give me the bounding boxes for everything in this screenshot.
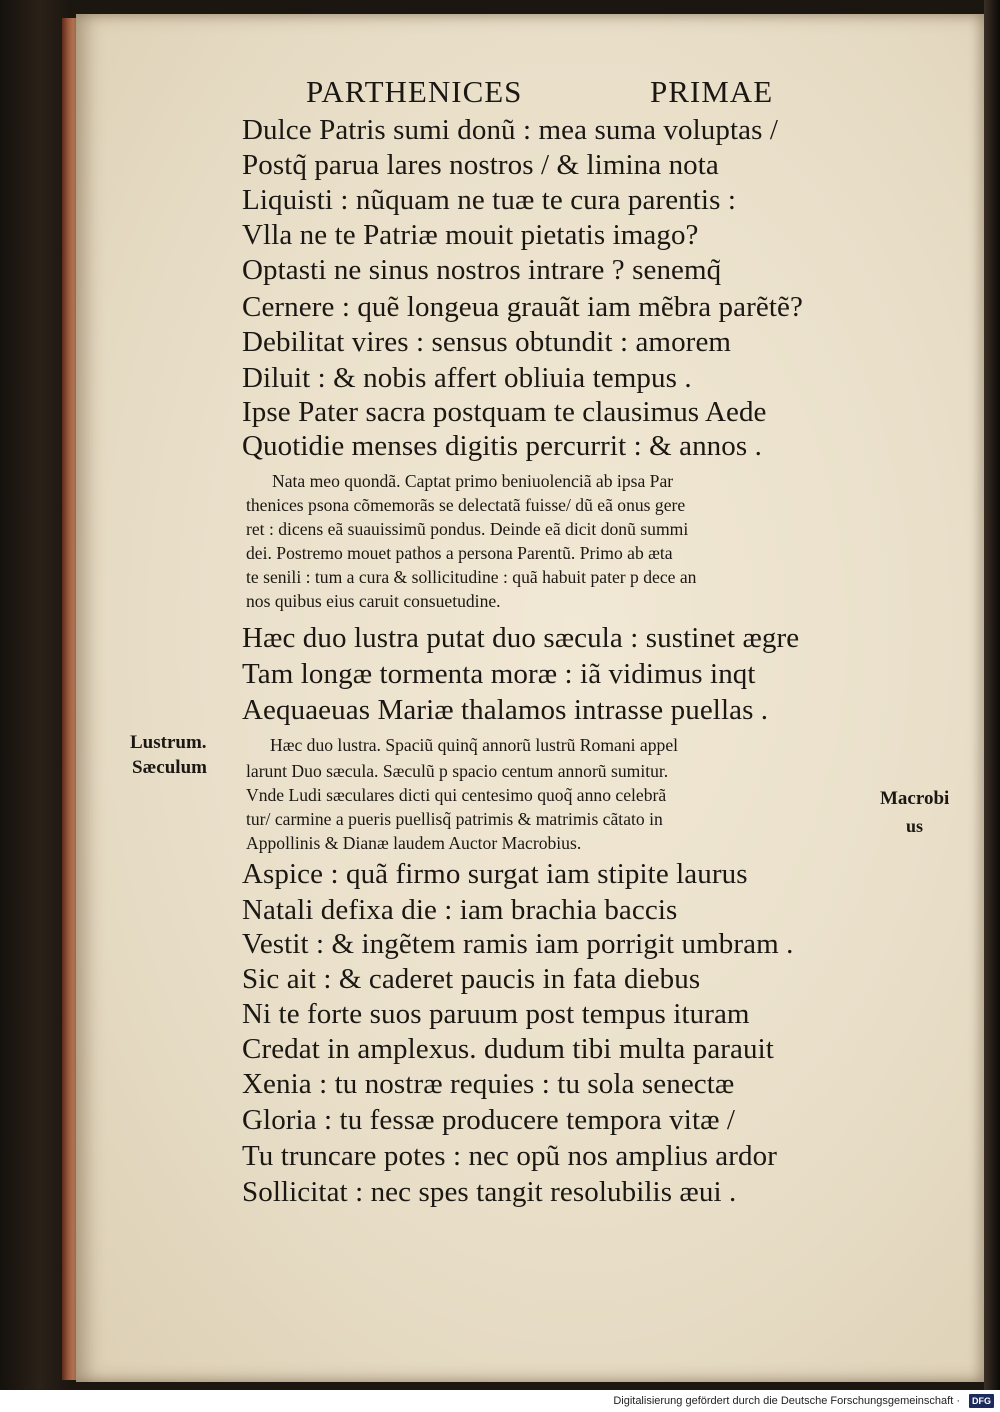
running-head-right: PRIMAE [650, 74, 774, 109]
verse-line: Cernere : quẽ longeua grauãt iam mẽbra parẽtẽ? [242, 291, 803, 323]
verse-line: Tu truncare potes : nec opũ nos amplius ardor [242, 1140, 777, 1172]
verse-line: Aequaeuas Mariæ thalamos intrasse puellas . [242, 694, 769, 726]
commentary-line: thenices psona cõmemorãs se delectatã fuisse/ dũ eã onus gere [246, 495, 686, 515]
verse-line: Dulce Patris sumi donũ : mea suma voluptas / [242, 114, 779, 146]
verse-line: Liquisti : nũquam ne tuæ te cura parentis : [242, 184, 736, 216]
commentary-line: Appollinis & Dianæ laudem Auctor Macrobius. [246, 833, 582, 853]
dfg-logo-icon: DFG [969, 1394, 994, 1408]
verse-line: Vestit : & ingẽtem ramis iam porrigit umbram . [242, 928, 794, 960]
commentary-line: te senili : tum a cura & sollicitudine : quã habuit pater p dece an [246, 567, 697, 587]
verse-line: Ipse Pater sacra postquam te clausimus Aede [242, 396, 767, 428]
margin-note-macrobius-cont: us [906, 816, 924, 836]
commentary-line: Vnde Ludi sæculares dicti qui centesimo quoq̃ anno celebrã [246, 785, 667, 805]
verse-line: Sollicitat : nec spes tangit resolubilis æui . [242, 1176, 737, 1208]
verse-line: Aspice : quã firmo surgat iam stipite laurus [242, 858, 748, 890]
commentary-line: Hæc duo lustra. Spaciũ quinq̃ annorũ lustrũ Romani appel [270, 735, 679, 755]
verse-line: Ni te forte suos paruum post tempus ituram [242, 998, 750, 1030]
commentary-line: Nata meo quondã. Captat primo beniuolenciã ab ipsa Par [272, 471, 674, 491]
verse-line: Vlla ne te Patriæ mouit pietatis imago? [242, 219, 699, 251]
margin-note-saeculum: Sæculum [132, 757, 207, 778]
footer-bar [0, 1390, 1000, 1412]
commentary-line: larunt Duo sæcula. Sæculũ p spacio centum annorũ sumitur. [246, 761, 669, 781]
verse-line: Gloria : tu fessæ producere tempora vitæ / [242, 1104, 736, 1136]
spine-strip [984, 0, 1000, 1390]
running-head-left: PARTHENICES [306, 74, 523, 109]
verse-line: Quotidie menses digitis percurrit : & annos . [242, 430, 762, 462]
funding-credit: Digitalisierung gefördert durch die Deutsche Forschungsgemeinschaft · [613, 1395, 960, 1407]
commentary-line: nos quibus eius caruit consuetudine. [246, 591, 501, 611]
margin-note-macrobius: Macrobi [880, 788, 950, 809]
commentary-line: tur/ carmine a pueris puellisq̃ patrimis & matrimis cãtato in [246, 809, 663, 829]
commentary-line: ret : dicens eã suauissimũ pondus. Deinde eã dicit donũ summi [246, 519, 689, 539]
verse-line: Sic ait : & caderet paucis in fata diebus [242, 963, 701, 995]
verse-line: Postq̃ parua lares nostros / & limina nota [242, 149, 719, 181]
verse-line: Natali defixa die : iam brachia baccis [242, 894, 678, 926]
margin-note-lustrum: Lustrum. [130, 732, 207, 753]
verse-line: Debilitat vires : sensus obtundit : amorem [242, 326, 732, 358]
commentary-line: dei. Postremo mouet pathos a persona Parentũ. Primo ab æta [246, 543, 673, 563]
verse-line: Hæc duo lustra putat duo sæcula : sustinet ægre [242, 622, 800, 654]
verse-line: Diluit : & nobis affert obliuia tempus . [242, 362, 692, 394]
verse-line: Tam longæ tormenta moræ : iã vidimus inqt [242, 658, 756, 690]
verse-line: Xenia : tu nostræ requies : tu sola senectæ [242, 1068, 735, 1100]
verse-line: Credat in amplexus. dudum tibi multa parauit [242, 1033, 774, 1065]
verse-line: Optasti ne sinus nostros intrare ? senemq̃ [242, 254, 722, 286]
